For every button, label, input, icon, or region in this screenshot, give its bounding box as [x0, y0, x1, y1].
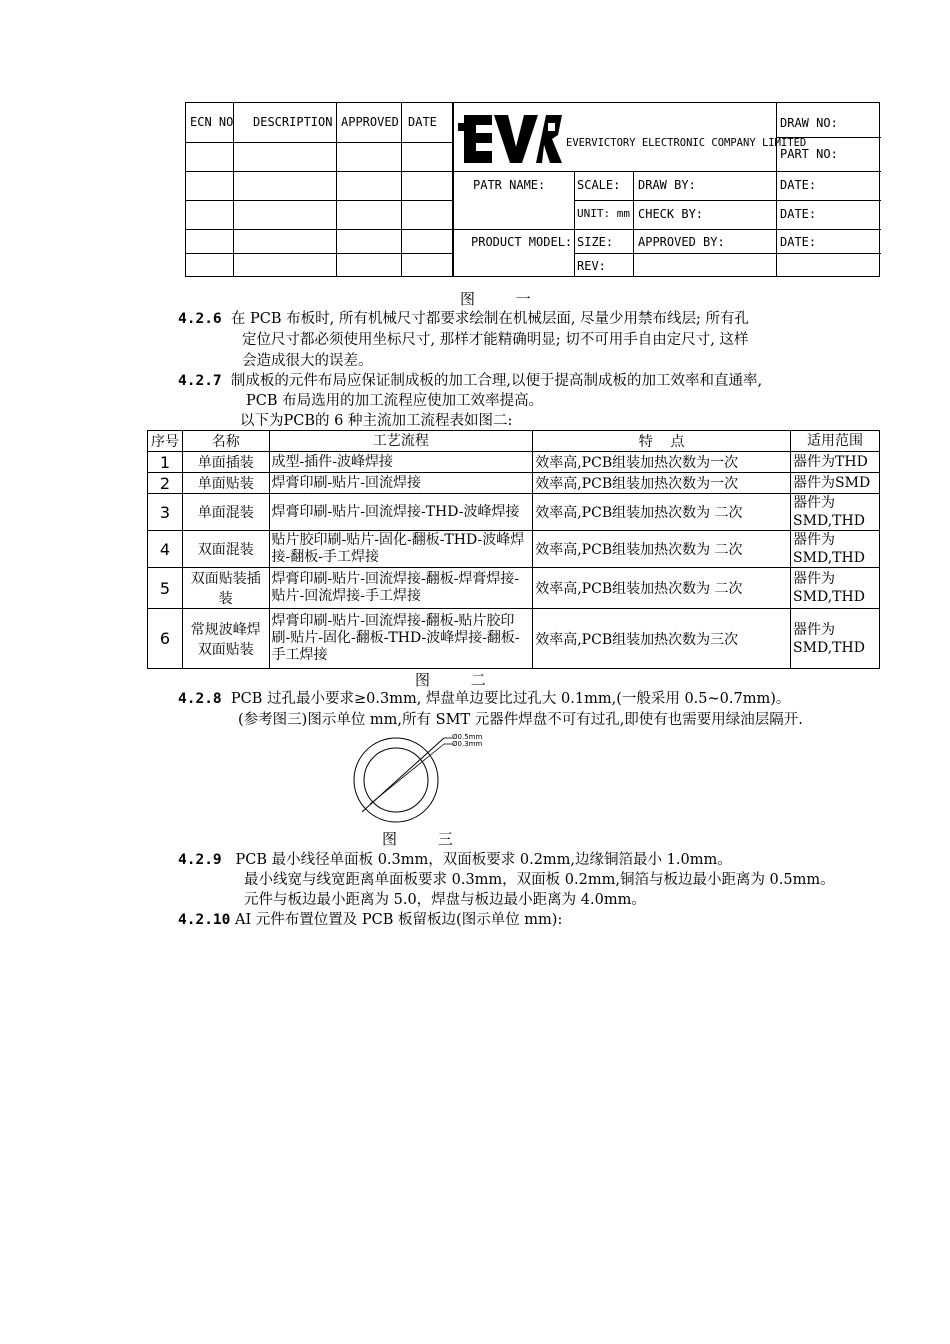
process-feature: 效率高,PCB组装加热次数为 二次 [533, 568, 791, 609]
process-flow: 贴片胶印刷-贴片-固化-翻板-THD-波峰焊接-翻板-手工焊接 [269, 531, 533, 568]
paragraph-line: 定位尺寸都必须使用坐标尺寸, 那样才能精确明显; 切不可用手自由定尺寸, 这样 [242, 332, 749, 348]
part-no-label: PART NO: [780, 147, 838, 161]
process-feature: 效率高,PCB组装加热次数为一次 [533, 473, 791, 494]
column-header: 适用范围 [791, 431, 880, 452]
rev-label: REV: [577, 259, 606, 273]
approved-header: APPROVED [341, 115, 399, 129]
figure-1-caption: 图 一 [460, 290, 549, 308]
table-row [148, 531, 880, 568]
paragraph-line: PCB 最小线径单面板 0.3mm，双面板要求 0.2mm,边缘铜箔最小 1.0mm。 [235, 852, 732, 868]
paragraph-line: 会造成很大的误差。 [242, 353, 373, 369]
process-feature: 效率高,PCB组装加热次数为一次 [533, 452, 791, 473]
process-flow: 焊膏印刷-贴片-回流焊接 [269, 473, 533, 494]
date-label-1: DATE: [780, 178, 817, 192]
date-header: DATE [408, 115, 437, 129]
row-number: 3 [148, 494, 183, 531]
process-flow: 焊膏印刷-贴片-回流焊接-翻板-焊膏焊接-贴片-回流焊接-手工焊接 [269, 568, 533, 609]
row-number: 6 [148, 609, 183, 669]
table-row [148, 452, 880, 473]
process-scope: 器件为SMD,THD [791, 609, 880, 669]
paragraph-line: AI 元件布置位置及 PCB 板留板边(图示单位 mm): [235, 912, 563, 928]
process-scope: 器件为SMD,THD [791, 568, 880, 609]
process-scope: 器件为SMD,THD [791, 494, 880, 531]
via-diagram [340, 728, 500, 828]
size-label: SIZE: [577, 235, 614, 249]
ecn-no-header: ECN NO [190, 115, 234, 129]
section-4-2-7 [178, 370, 762, 392]
table-row [148, 568, 880, 609]
draw-by-label: DRAW BY: [638, 178, 696, 192]
section-4-2-6 [178, 308, 749, 330]
row-number: 4 [148, 531, 183, 568]
paragraph-line: 最小线宽与线宽距离单面板要求 0.3mm，双面板 0.2mm,铜箔与板边最小距离为 0.5mm。 [244, 872, 835, 888]
check-by-label: CHECK BY: [638, 207, 704, 221]
process-flow: 焊膏印刷-贴片-回流焊接-翻板-贴片胶印刷-贴片-固化-翻板-THD-波峰焊接-翻板-手工焊接 [269, 609, 533, 669]
section-4-2-8 [178, 688, 790, 710]
product-model-label: PRODUCT MODEL: [471, 235, 573, 249]
table-row [148, 473, 880, 494]
scale-label: SCALE: [577, 178, 621, 192]
figure-2-caption: 图 二 [415, 671, 504, 689]
column-header: 特 点 [533, 431, 791, 452]
process-scope: 器件为SMD [791, 473, 880, 494]
part-name-label: PATR NAME: [473, 178, 546, 192]
section-4-2-10 [178, 909, 562, 931]
paragraph-line: 在 PCB 布板时, 所有机械尺寸都要求绘制在机械层面, 尽量少用禁布线层; 所有孔 [230, 311, 750, 327]
process-name: 单面插装 [182, 452, 269, 473]
section-number: 4.2.10 [178, 912, 231, 928]
dimension-label-inner: Ø0.3mm [452, 740, 483, 748]
draw-no-label: DRAW NO: [780, 116, 838, 130]
process-name: 双面贴装插装 [182, 568, 269, 609]
process-name: 双面混装 [182, 531, 269, 568]
title-block [185, 102, 880, 277]
paragraph-line: 制成板的元件布局应保证制成板的加工合理,以便于提高制成板的加工效率和直通率, [230, 373, 763, 389]
section-number: 4.2.8 [178, 691, 222, 707]
description-header: DESCRIPTION [253, 115, 333, 129]
date-label-3: DATE: [780, 235, 817, 249]
row-number: 1 [148, 452, 183, 473]
paragraph-line: PCB 过孔最小要求≥0.3mm, 焊盘单边要比过孔大 0.1mm,(一般采用 0.5~0.7mm)。 [230, 691, 791, 707]
row-number: 5 [148, 568, 183, 609]
table-row [148, 609, 880, 669]
section-number: 4.2.6 [178, 311, 222, 327]
process-flow-table [147, 430, 880, 669]
process-scope: 器件为SMD,THD [791, 531, 880, 568]
table-row [148, 494, 880, 531]
table-header-row [148, 431, 880, 452]
column-header: 序号 [148, 431, 183, 452]
pad-outer-circle [354, 738, 438, 822]
column-header: 名称 [182, 431, 269, 452]
paragraph-line: PCB 布局选用的加工流程应使加工效率提高。 [246, 393, 544, 409]
row-number: 2 [148, 473, 183, 494]
process-flow: 焊膏印刷-贴片-回流焊接-THD-波峰焊接 [269, 494, 533, 531]
process-name: 单面混装 [182, 494, 269, 531]
unit-label: UNIT: mm [577, 207, 630, 220]
dimension-label-outer: Ø0.5mm [452, 733, 483, 741]
section-4-2-9 [178, 849, 732, 871]
process-flow: 成型-插件-波峰焊接 [269, 452, 533, 473]
dimension-leader-line [370, 744, 444, 804]
evr-logo [458, 111, 563, 166]
process-scope: 器件为THD [791, 452, 880, 473]
process-feature: 效率高,PCB组装加热次数为三次 [533, 609, 791, 669]
process-name: 常规波峰焊双面贴装 [182, 609, 269, 669]
figure-3-caption: 图 三 [382, 830, 471, 848]
column-header: 工艺流程 [269, 431, 533, 452]
paragraph-line: (参考图三)图示单位 mm,所有 SMT 元器件焊盘不可有过孔,即使有也需要用绿油层隔开. [238, 712, 803, 728]
company-name: EVERVICTORY ELECTRONIC COMPANY LIMITED [566, 137, 807, 149]
process-name: 单面贴装 [182, 473, 269, 494]
process-feature: 效率高,PCB组装加热次数为 二次 [533, 494, 791, 531]
hole-inner-circle [364, 748, 428, 812]
section-number: 4.2.9 [178, 852, 222, 868]
approved-by-label: APPROVED BY: [638, 235, 725, 249]
paragraph-line: 以下为PCB的 6 种主流加工流程表如图二: [240, 413, 513, 429]
date-label-2: DATE: [780, 207, 817, 221]
paragraph-line: 元件与板边最小距离为 5.0，焊盘与板边最小距离为 4.0mm。 [244, 892, 646, 908]
section-number: 4.2.7 [178, 373, 222, 389]
process-feature: 效率高,PCB组装加热次数为 二次 [533, 531, 791, 568]
